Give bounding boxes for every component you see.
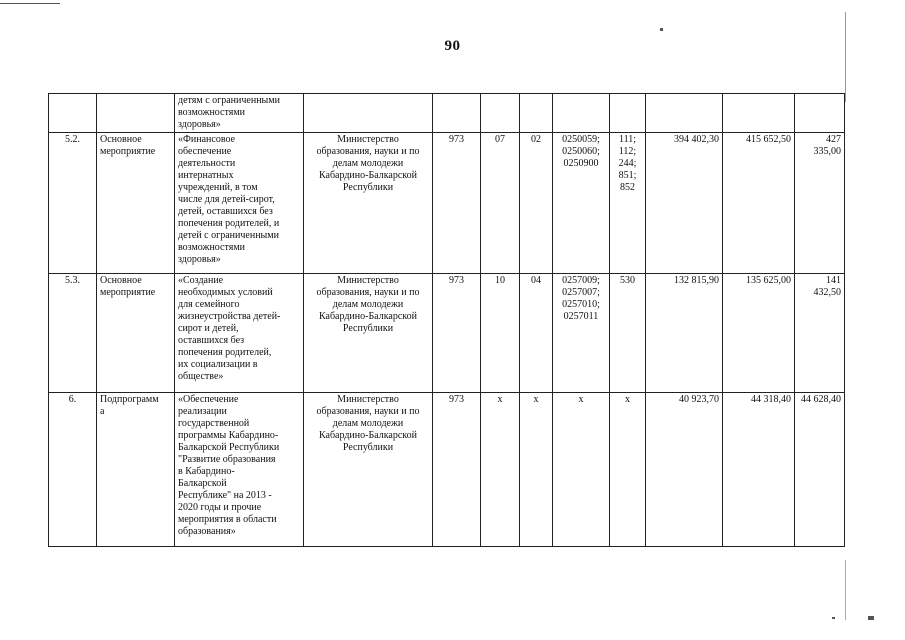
row-year1 [646,94,723,133]
row-grbs [433,94,481,133]
row-name: «Обеспечение реализации государственной программы Кабардино- Балкарской Республики "Развитие образования в Кабардино- Балкарской Республике" на 2013 - 2020 годы и прочие мероприятия в области образования» [175,393,304,547]
row-rz: 07 [481,133,520,274]
row-vr [610,94,646,133]
scan-artifact [868,616,874,620]
row-pr [520,94,553,133]
table-body [49,94,845,547]
row-type: Основное мероприятие [97,274,175,393]
scan-artifact [660,28,663,31]
row-year3: 141 432,50 [795,274,845,393]
scan-artifact [0,3,60,4]
row-year1: 394 402,30 [646,133,723,274]
row-vr: 111; 112; 244; 851; 852 [610,133,646,274]
row-year3 [795,94,845,133]
row-vr: 530 [610,274,646,393]
row-type: Подпрограмм а [97,393,175,547]
row-year2: 415 652,50 [723,133,795,274]
row-rz [481,94,520,133]
row-year1: 132 815,90 [646,274,723,393]
row-grbs: 973 [433,393,481,547]
row-type: Основное мероприятие [97,133,175,274]
row-ministry [304,94,433,133]
row-year3: 427 335,00 [795,133,845,274]
scan-artifact [845,12,846,102]
row-pr: 02 [520,133,553,274]
row-pr: 04 [520,274,553,393]
page-number: 90 [444,38,461,54]
scan-artifact [845,560,846,620]
budget-table [48,93,845,547]
row-number: 5.3. [49,274,97,393]
row-csr [553,94,610,133]
row-year3: 44 628,40 [795,393,845,547]
row-type [97,94,175,133]
row-ministry: Министерство образования, науки и по делам молодежи Кабардино-Балкарской Республики [304,393,433,547]
row-name: детям с ограниченными возможностями здоровья» [175,94,304,133]
row-grbs: 973 [433,274,481,393]
row-number [49,94,97,133]
row-rz: х [481,393,520,547]
row-year2: 44 318,40 [723,393,795,547]
row-rz: 10 [481,274,520,393]
row-number: 5.2. [49,133,97,274]
table-row [49,133,845,274]
row-name: «Финансовое обеспечение деятельности интернатных учреждений, в том числе для детей-сирот, детей, оставшихся без попечения родителей, и детей с ограниченными возможностями здоровья» [175,133,304,274]
scan-artifact [832,617,835,619]
row-pr: х [520,393,553,547]
row-grbs: 973 [433,133,481,274]
row-name: «Создание необходимых условий для семейного жизнеустройства детей- сирот и детей, оставшихся без попечения родителей, их социализации в обществе» [175,274,304,393]
row-csr: 0257009; 0257007; 0257010; 0257011 [553,274,610,393]
row-vr: х [610,393,646,547]
row-csr: х [553,393,610,547]
row-csr: 0250059; 0250060; 0250900 [553,133,610,274]
row-year2: 135 625,00 [723,274,795,393]
table-row [49,94,845,133]
row-ministry: Министерство образования, науки и по делам молодежи Кабардино-Балкарской Республики [304,274,433,393]
table-row [49,393,845,547]
row-ministry: Министерство образования, науки и по делам молодежи Кабардино-Балкарской Республики [304,133,433,274]
row-year2 [723,94,795,133]
table-row [49,274,845,393]
row-number: 6. [49,393,97,547]
row-year1: 40 923,70 [646,393,723,547]
